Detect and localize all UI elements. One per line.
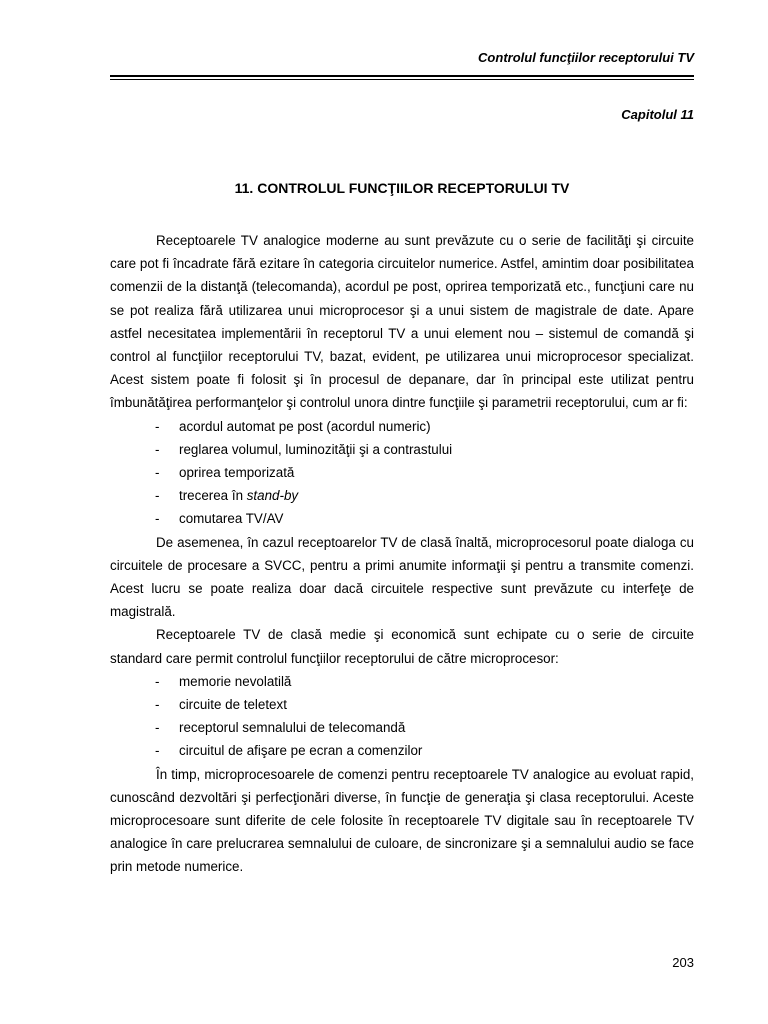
paragraph-2: De asemenea, în cazul receptoarelor TV de clasă înaltă, microprocesorul poate dialoga cu circuitele de procesare a SVCC, pentru a primi anumite informaţii şi pentru a transmite comenzi. Acest lucru se poate realiza doar dacă circuitele respective sunt prevăzute cu interfeţe de magistrală. [110, 534, 694, 620]
list-item-text: comutarea TV/AV [179, 511, 284, 527]
list-dash: - [155, 720, 160, 736]
list-item [110, 415, 694, 438]
list-dash: - [155, 465, 160, 481]
list-item-text: trecerea în [179, 488, 247, 504]
list-item [110, 438, 694, 461]
list-item [110, 670, 694, 693]
running-header-title: Controlul funcţiilor receptorului TV [478, 50, 694, 65]
list-dash: - [155, 743, 160, 759]
list-item [110, 739, 694, 762]
list-dash: - [155, 488, 160, 504]
document-page [110, 0, 694, 1024]
page-number: 203 [672, 955, 694, 970]
feature-list [110, 415, 694, 531]
list-dash: - [155, 441, 160, 457]
list-item-text: oprirea temporizată [179, 465, 295, 481]
body-text [110, 229, 694, 879]
paragraph-3: Receptoarele TV de clasă medie şi economică sunt echipate cu o serie de circuite standard care permit controlul funcţiilor receptorului de către microprocesor: [110, 627, 694, 666]
list-item-text: circuitul de afişare pe ecran a comenzilor [179, 743, 423, 759]
paragraph-4: În timp, microprocesoarele de comenzi pentru receptoarele TV analogice au evoluat rapid, cunoscând dezvoltări şi perfecţionări diverse, în funcţie de generaţia şi clasa receptorului. Aceste microprocesoare sunt diferite de cele folosite în receptoarele TV digitale sau în receptoarele TV analogice în care prelucrarea semnalului de culoare, de sincronizare şi a semnalului audio se face prin metode numerice. [110, 766, 694, 875]
list-item [110, 507, 694, 530]
list-item-text: circuite de teletext [179, 697, 287, 713]
list-item-italic-term: stand-by [246, 488, 299, 504]
list-dash: - [155, 697, 160, 713]
list-item [110, 484, 694, 507]
list-dash: - [155, 418, 160, 434]
list-dash: - [155, 511, 160, 527]
list-item-text: memorie nevolatilă [179, 673, 292, 689]
paragraph-1: Receptoarele TV analogice moderne au sunt prevăzute cu o serie de facilităţi şi circuite care pot fi încadrate fără ezitare în categoria circuitelor numerice. Astfel, amintim doar posibilitatea comenzii de la distanţă (telecomanda), acordul pe post, oprirea temporizată etc., funcţiuni care nu se pot realiza fără utilizarea unui microprocesor şi a unui sistem de magistrale de date. Apare astfel necesitatea implementării în receptorul TV a unui element nou – sistemul de comandă şi control al funcţiilor receptorului TV, bazat, evident, pe utilizarea unui microprocesor specializat. Acest sistem poate fi folosit şi în procesul de depanare, dar în principal este utilizat pentru îmbunătăţirea performanţelor şi controlul unora dintre funcţiile şi parametrii receptorului, cum ar fi: [110, 233, 694, 411]
circuit-list [110, 670, 694, 763]
header-rule-thin [110, 79, 694, 80]
list-item [110, 716, 694, 739]
list-item-text: receptorul semnalului de telecomandă [179, 720, 406, 736]
chapter-label: Capitolul 11 [621, 107, 694, 122]
header-rule-thick [110, 75, 694, 77]
chapter-title: 11. CONTROLUL FUNCŢIILOR RECEPTORULUI TV [234, 180, 570, 196]
list-dash: - [155, 673, 160, 689]
list-item-text: acordul automat pe post (acordul numeric) [179, 418, 431, 434]
list-item-text: reglarea volumul, luminozităţii şi a contrastului [179, 441, 453, 457]
list-item [110, 461, 694, 484]
list-item [110, 693, 694, 716]
